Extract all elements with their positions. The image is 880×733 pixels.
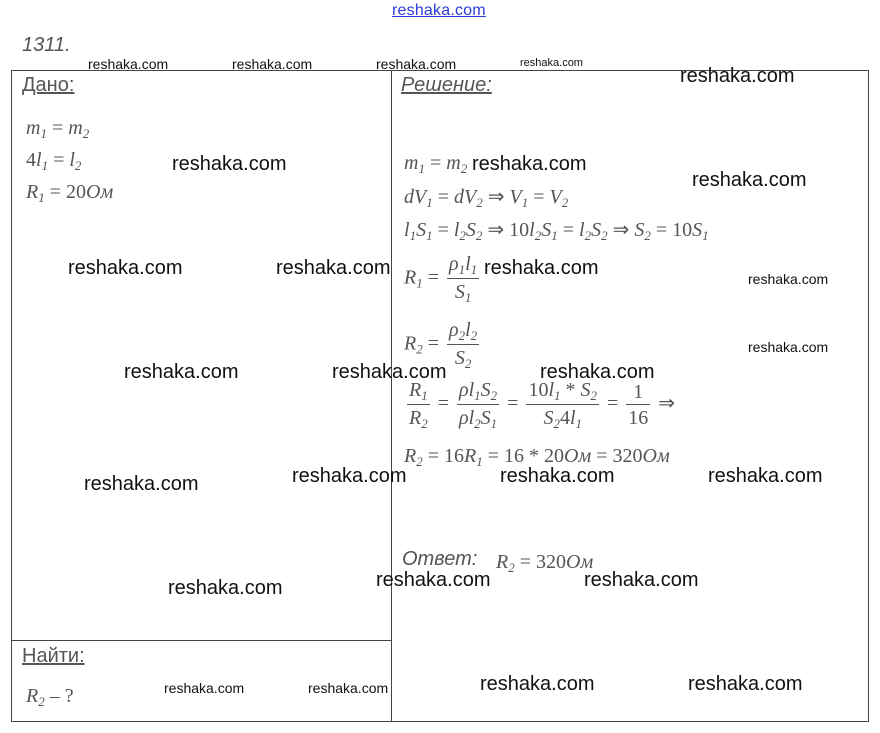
watermark: reshaka.com [484,257,599,279]
solution-mass-equation: $m_1 = m_2$ [404,152,468,176]
given-find-divider [11,640,391,641]
watermark: reshaka.com [168,577,283,599]
watermark: reshaka.com [376,56,457,72]
watermark: reshaka.com [688,673,803,695]
given-resistance-equation: $R_1 = 20Ом$ [26,181,114,205]
watermark: reshaka.com [308,680,389,696]
solution-r2-formula: $R_2$ = $\frac{\rho_2l_2}{S_2}$ [404,319,478,371]
watermark: reshaka.com [172,153,287,175]
solution-r1-formula: $R_1$ = $\frac{\rho_1l_1}{S_1}$ [404,253,478,305]
given-length-equation: $4l_1 = l_2$ [26,149,82,173]
watermark: reshaka.com [540,361,655,383]
watermark: reshaka.com [520,57,583,69]
answer-expression: $R_2 = 320Ом$ [496,551,594,575]
watermark: reshaka.com [376,569,491,591]
watermark: reshaka.com [124,361,239,383]
watermark: reshaka.com [692,169,807,191]
watermark: reshaka.com [472,153,587,175]
watermark: reshaka.com [276,257,391,279]
watermark: reshaka.com [232,56,313,72]
watermark: reshaka.com [332,361,447,383]
watermark: reshaka.com [708,465,823,487]
watermark: reshaka.com [88,56,169,72]
watermark: reshaka.com [748,271,829,287]
given-heading: Дано: [22,74,75,96]
given-mass-equation: $m_1 = m_2$ [26,117,90,141]
solution-heading: Решение: [401,74,492,96]
site-link[interactable]: reshaka.com [392,2,486,19]
watermark: reshaka.com [292,465,407,487]
watermark: reshaka.com [84,473,199,495]
answer-label: Ответ: [402,548,478,570]
watermark: reshaka.com [680,65,795,87]
solution-volume-equation: $dV_1 = dV_2$ ⇒ $V_1 = V_2$ [404,186,569,210]
watermark: reshaka.com [584,569,699,591]
solution-final-equation: $R_2 = 16R_1 = 16 * 20Ом = 320Ом$ [404,445,670,469]
watermark: reshaka.com [500,465,615,487]
watermark: reshaka.com [748,339,829,355]
find-heading: Найти: [22,645,85,667]
watermark: reshaka.com [68,257,183,279]
find-expression: $R_2$ – ? [26,685,74,709]
solution-ratio-equation: $\frac{R_1}{R_2}$ = $\frac{\rho l_1S_2}{\rho l_2S_1}$ = $\frac{10l_1 * S_2}{S_24l_1}$ = $\frac{1}{16}$ ⇒ [409,379,676,431]
problem-number: 1311. [22,34,71,56]
column-divider [391,70,392,722]
watermark: reshaka.com [480,673,595,695]
watermark: reshaka.com [164,680,245,696]
solution-area-equation: $l_1S_1 = l_2S_2$ ⇒ $10l_2S_1 = l_2S_2$ ⇒ $S_2 = 10S_1$ [404,219,709,243]
